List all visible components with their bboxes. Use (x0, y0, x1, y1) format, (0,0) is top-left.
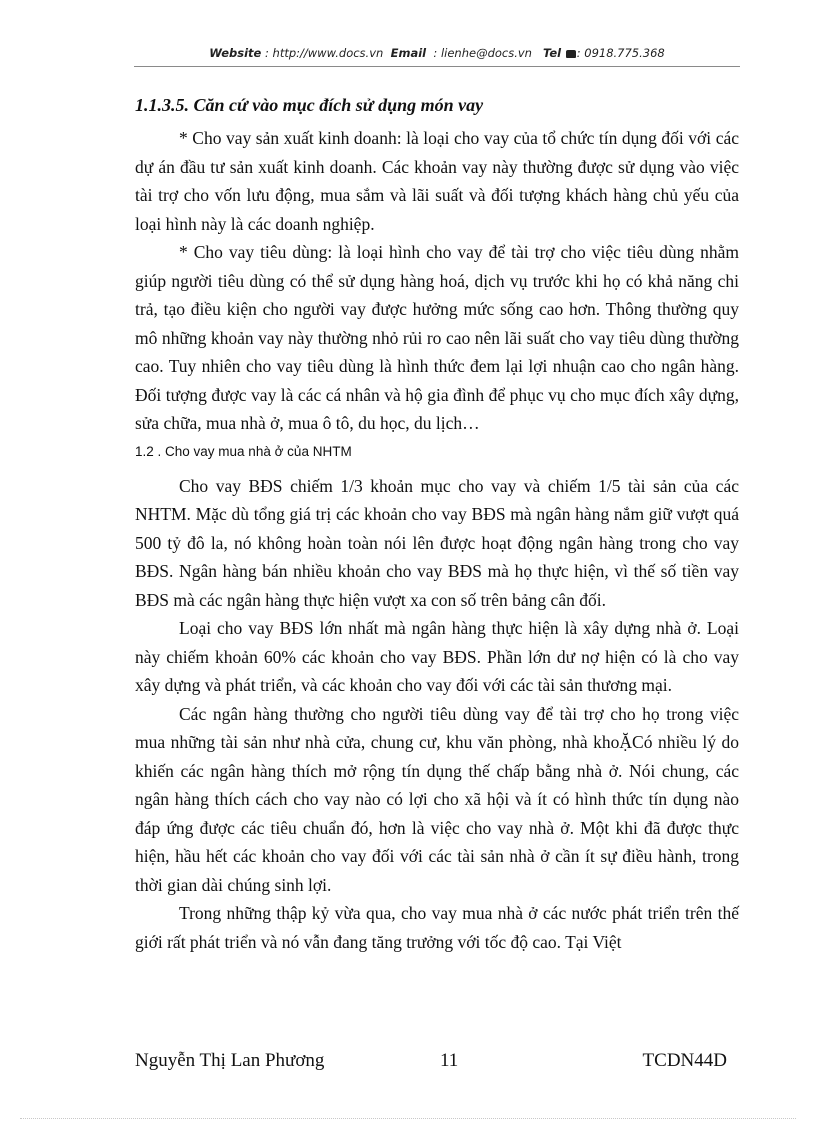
subsection-heading: 1.2 . Cho vay mua nhà ở của NHTM (135, 443, 352, 459)
footer-code: TCDN44D (642, 1050, 727, 1071)
paragraph: Loại cho vay BĐS lớn nhất mà ngân hàng thực hiện là xây dựng nhà ở. Loại này chiếm khoản 60% các khoản cho vay BĐS. Phần lớn dư nợ hiện có là cho vay xây dựng và phát triển, và các khoản cho vay đối với các tài sản thương mại. (135, 618, 739, 695)
page-content (135, 92, 739, 956)
paragraph: Các ngân hàng thường cho người tiêu dùng vay để tài trợ cho họ trong việc mua những tài sản như nhà cửa, chung cư, khu văn phòng, nhà khoẶCó nhiều lý do khiến các ngân hàng thích mở rộng tín dụng thế chấp bằng nhà ở. Nói chung, các ngân hàng thích cách cho vay nào có lợi cho xã hội và ít có hình thức tín dụng nào đáp ứng được các tiêu chuẩn đó, hơn là việc cho vay nhà ở. Một khi đã được thực hiện, hầu hết các khoản cho vay đối với các tài sản nhà ở cần ít sự điều hành, trong thời gian dài chúng sinh lợi. (135, 703, 739, 895)
page-footer (135, 1050, 739, 1080)
website-link[interactable]: http://www.docs.vn (272, 46, 384, 60)
page-header: Website : http://www.docs.vn Email : lienhe@docs.vn Tel : 0918.775.368 (209, 46, 665, 60)
section-heading: 1.1.3.5. Căn cứ vào mục đích sử dụng món vay (135, 95, 484, 115)
page-bottom-divider (20, 1118, 796, 1119)
header-divider (134, 66, 740, 67)
tel-value: 0918.775.368 (584, 46, 665, 60)
footer-author: Nguyễn Thị Lan Phương (135, 1050, 325, 1071)
page-number: 11 (440, 1050, 459, 1071)
website-label: Website (209, 46, 262, 60)
paragraph: Trong những thập kỷ vừa qua, cho vay mua nhà ở các nước phát triển trên thế giới rất phát triển và nó vẫn đang tăng trưởng với tốc độ cao. Tại Việt (135, 903, 739, 952)
paragraph: * Cho vay sản xuất kinh doanh: là loại cho vay của tổ chức tín dụng đối với các dự án đầu tư sản xuất kinh doanh. Các khoản vay này thường được sử dụng vào việc tài trợ cho vốn lưu động, mua sắm và lãi suất và đối tượng khách hàng chủ yếu của loại hình này là các doanh nghiệp. (135, 128, 739, 234)
email-label: Email (390, 46, 427, 60)
phone-icon (566, 50, 576, 58)
paragraph: * Cho vay tiêu dùng: là loại hình cho vay để tài trợ cho việc tiêu dùng nhằm giúp người tiêu dùng có thể sử dụng hàng hoá, dịch vụ trước khi họ có khả năng chi trả, tạo điều kiện cho người vay được hưởng mức sống cao hơn. Thông thường quy mô những khoản vay này thường nhỏ rủi ro cao nên lãi suất cho vay tiêu dùng thường cao. Tuy nhiên cho vay tiêu dùng là hình thức đem lại lợi nhuận cao cho ngân hàng. Đối tượng được vay là các cá nhân và hộ gia đình để phục vụ cho mục đích xây dựng, sửa chữa, mua nhà ở, mua ô tô, du học, du lịch… (135, 242, 739, 433)
paragraph: Cho vay BĐS chiếm 1/3 khoản mục cho vay và chiếm 1/5 tài sản của các NHTM. Mặc dù tổng giá trị các khoản cho vay BĐS mà ngân hàng nắm giữ vượt quá 500 tỷ đô la, nó không hoàn toàn nói lên được hoạt động ngân hàng trong cho vay BĐS. Ngân hàng bán nhiều khoản cho vay BĐS mà họ thực hiện, vì thế số tiền vay BĐS mà các ngân hàng thực hiện vượt xa con số trên bảng cân đối. (135, 475, 739, 610)
email-link[interactable]: lienhe@docs.vn (440, 46, 532, 60)
tel-label: Tel (542, 46, 562, 60)
